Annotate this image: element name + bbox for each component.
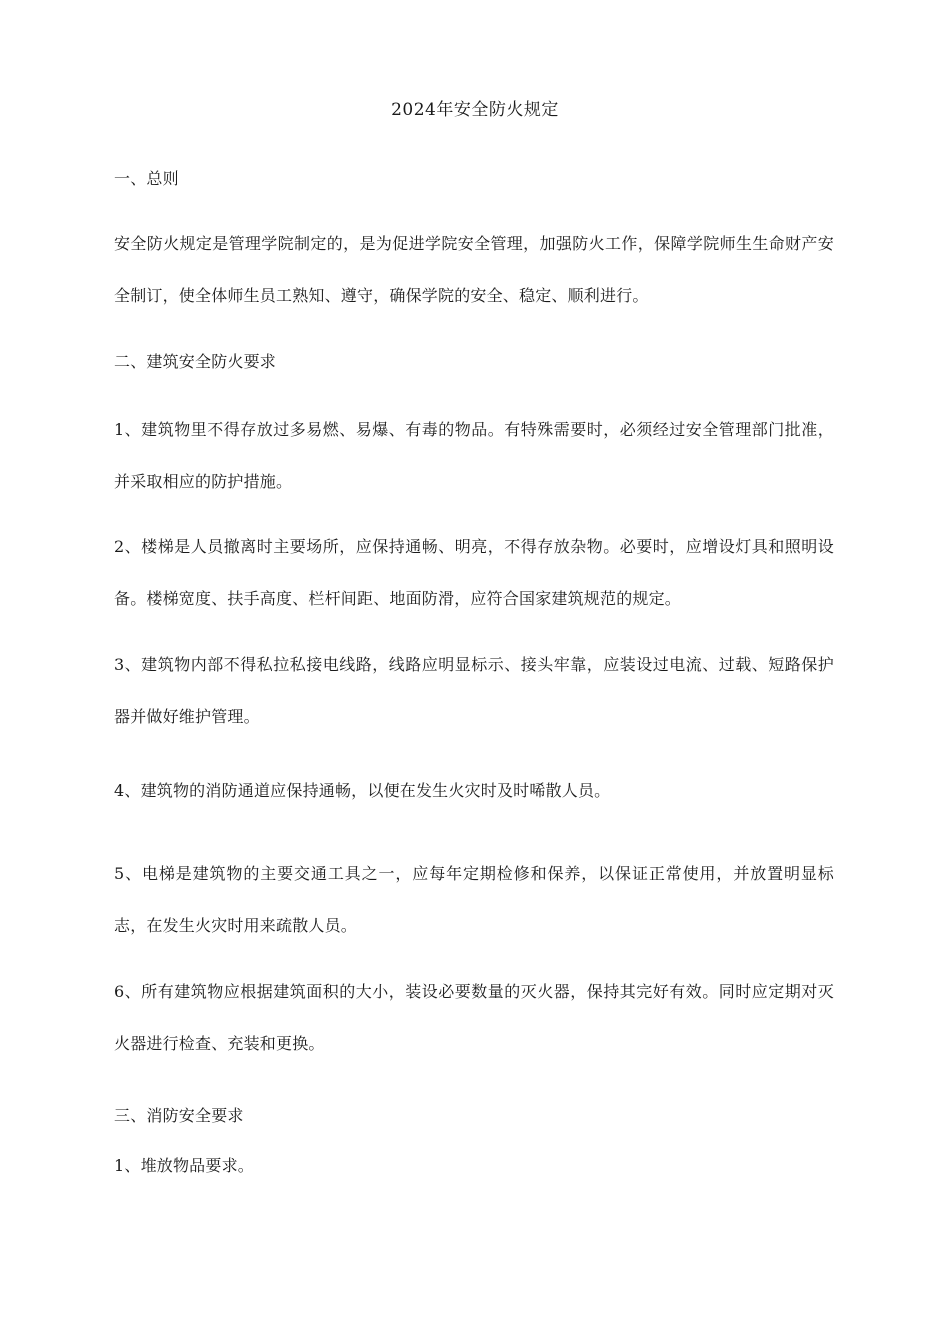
paragraph-building-rule-5: 5、电梯是建筑物的主要交通工具之一，应每年定期检修和保养，以保证正常使用，并放置明显标志，在发生火灾时用来疏散人员。: [114, 864, 834, 935]
paragraph-general-intro: 安全防火规定是管理学院制定的，是为促进学院安全管理，加强防火工作，保障学院师生生命财产安全制订，使全体师生员工熟知、遵守，确保学院的安全、稳定、顺利进行。: [114, 234, 834, 305]
paragraph-building-rule-1: 1、建筑物里不得存放过多易燃、易爆、有毒的物品。有特殊需要时，必须经过安全管理部门批准，并采取相应的防护措施。: [114, 420, 834, 491]
paragraph-fire-safety-rule-1: 1、堆放物品要求。: [114, 1156, 254, 1175]
paragraph-building-rule-3: 3、建筑物内部不得私拉私接电线路，线路应明显标示、接头牢靠，应装设过电流、过载、短路保护器并做好维护管理。: [114, 655, 834, 726]
section-heading-general: 一、总则: [114, 169, 179, 188]
paragraph-building-rule-6: 6、所有建筑物应根据建筑面积的大小，装设必要数量的灭火器，保持其完好有效。同时应定期对灭火器进行检查、充装和更换。: [114, 982, 834, 1053]
paragraph-building-rule-2: 2、楼梯是人员撤离时主要场所，应保持通畅、明亮，不得存放杂物。必要时，应增设灯具和照明设备。楼梯宽度、扶手高度、栏杆间距、地面防滑，应符合国家建筑规范的规定。: [114, 537, 834, 608]
paragraph-building-rule-4: 4、建筑物的消防通道应保持通畅，以便在发生火灾时及时唏散人员。: [114, 781, 611, 800]
document-title: 2024年安全防火规定: [391, 100, 559, 120]
section-heading-building-safety: 二、建筑安全防火要求: [114, 352, 277, 371]
section-heading-fire-safety: 三、消防安全要求: [114, 1106, 244, 1125]
